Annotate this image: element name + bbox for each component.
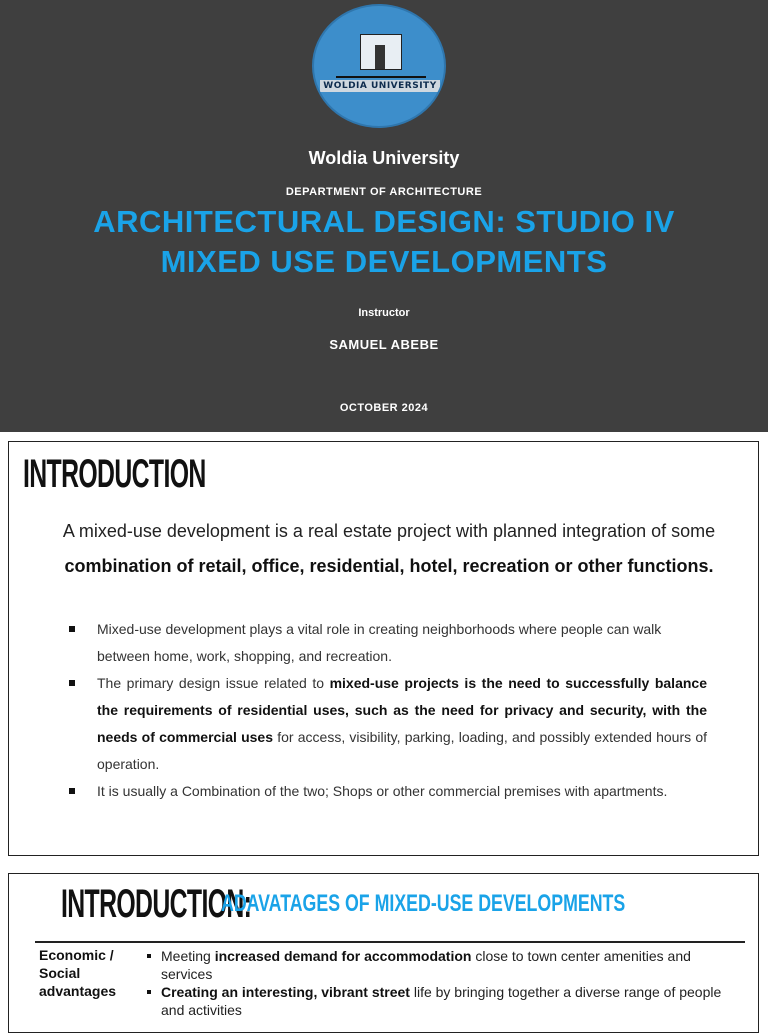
table-rule (35, 941, 745, 943)
title-slide (0, 0, 768, 432)
course-title-line1: ARCHITECTURAL DESIGN: STUDIO IV (93, 204, 675, 239)
bullet-text: for access, visibility, parking, loading, and possibly extended hours of operation. (97, 729, 707, 772)
introduction-slide (8, 441, 759, 856)
bullet-text: It is usually a Combination of the two; Shops or other commercial premises with apartments. (97, 783, 668, 799)
presentation-date: OCTOBER 2024 (339, 402, 429, 414)
list-item (145, 983, 745, 1019)
intro-lead-paragraph (49, 514, 729, 584)
item-bold-text: Creating an interesting, vibrant street (161, 984, 410, 1000)
bullet-text: The primary design issue related to (97, 675, 330, 691)
bullet-square-icon (69, 680, 75, 686)
advantages-slide (8, 873, 759, 1033)
bullet-square-icon (69, 626, 75, 632)
department-name: DEPARTMENT OF ARCHITECTURE (285, 186, 483, 198)
list-item (145, 947, 745, 983)
item-bold-text: increased demand for accommodation (214, 948, 472, 964)
item-text: close to town center amenities and services (161, 948, 691, 982)
bullet-square-icon (69, 788, 75, 794)
university-logo (312, 4, 446, 128)
bullet-bold-text: mixed-use projects is the need to successfully balance the requirements of residential uses, such as the need for privacy and security, with the needs of commercial uses (97, 675, 707, 745)
slide-subheading: ADAVATAGES OF MIXED-USE DEVELOPMENTS (221, 890, 626, 917)
lead-bold-text: combination of retail, office, residential, hotel, recreation or other functions. (64, 556, 714, 576)
instructor-label: Instructor (358, 307, 410, 319)
instructor-name: SAMUEL ABEBE (329, 337, 439, 352)
slide-heading-main: INTRODUCTION: (61, 882, 252, 926)
list-item (67, 670, 707, 778)
university-name: Woldia University (308, 148, 460, 168)
item-text: life by bringing together a diverse range of people and activities (161, 984, 722, 1018)
advantage-category-label: Economic / Social advantages (39, 947, 117, 999)
course-title (0, 202, 768, 282)
lead-text: A mixed-use development is a real estate project with planned integration of some (62, 521, 716, 541)
slide-heading: INTRODUCTION (23, 452, 206, 496)
list-item (67, 616, 707, 670)
bullet-text: Mixed-use development plays a vital role in creating neighborhoods where people can walk between home, work, shopping, and recreation. (97, 621, 662, 664)
logo-text: WOLDIA UNIVERSITY (320, 80, 440, 92)
advantage-list (145, 947, 745, 1019)
item-text: Meeting (161, 948, 215, 964)
logo-signature (336, 64, 426, 78)
list-item (67, 778, 707, 805)
course-title-line2: MIXED USE DEVELOPMENTS (160, 244, 608, 279)
intro-bullet-list (67, 616, 707, 805)
